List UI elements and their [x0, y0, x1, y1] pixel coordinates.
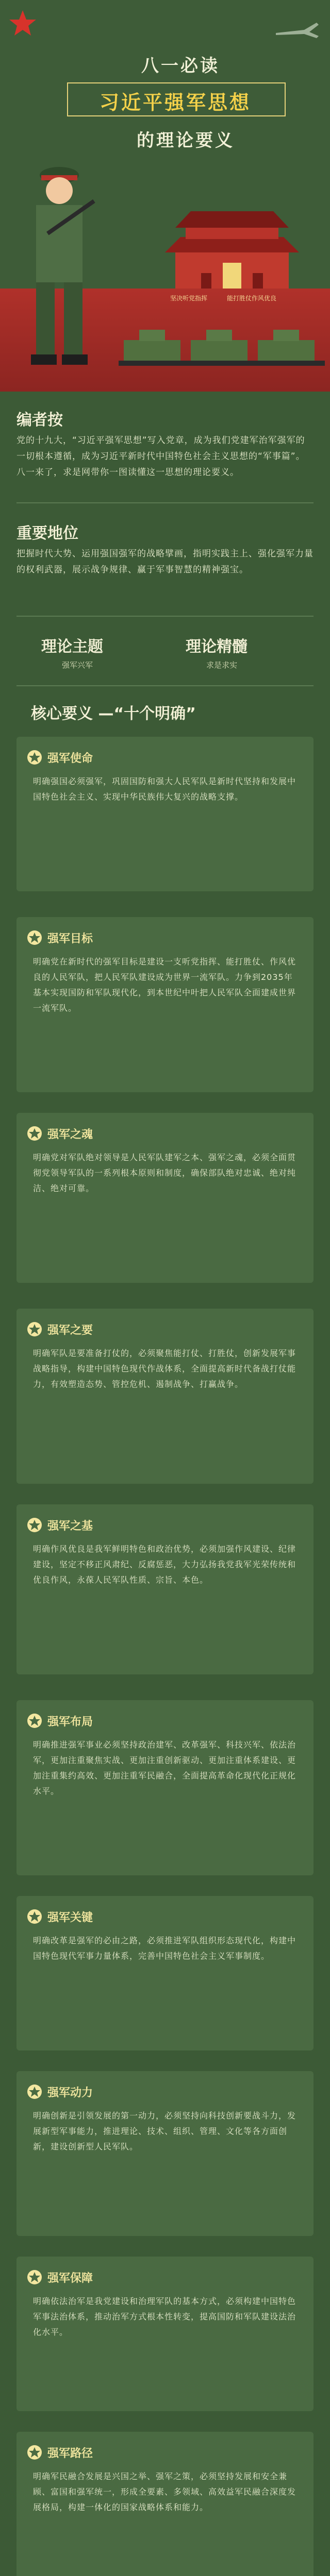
- star-badge-icon: [27, 1321, 42, 1337]
- card-header: [27, 746, 93, 769]
- card-text: 明确军民融合发展是兴国之举、强军之策，必须坚持发展和安全兼顾、富国和强军统一，形成全要素、多领域、高效益军民融合深度发展格局，构建一体化的国家战略体系和能力。: [33, 2471, 296, 2512]
- card-header: [27, 926, 93, 949]
- hero-title-line3: 的理论要义: [137, 130, 235, 151]
- star-badge-icon: [27, 930, 42, 945]
- card-text: 明确创新是引领发展的第一动力，必须坚持向科技创新要战斗力，发展新型军事能力，推进理论、技术、组织、管理、文化等各方面创新，建设创新型人民军队。: [33, 2111, 296, 2151]
- core-card: [16, 917, 314, 1092]
- star-badge-icon: [27, 2084, 42, 2099]
- card-header: [27, 2080, 93, 2103]
- essence-subtitle: 求是求实: [206, 660, 238, 670]
- divider: [16, 616, 314, 617]
- core-card: [16, 1504, 314, 1674]
- card-header: [27, 1514, 93, 1536]
- card-header: [27, 1318, 93, 1341]
- card-text: 明确依法治军是我党建设和治理军队的基本方式，必须构建中国特色军事法治体系，推动治军方式根本性转变，提高国防和军队建设法治化水平。: [33, 2296, 296, 2337]
- hero-banner: [0, 0, 330, 392]
- position-title: 重要地位: [16, 524, 78, 543]
- card-text: 明确党对军队绝对领导是人民军队建军之本、强军之魂，必须全面贯彻党领导军队的一系列根本原则和制度，确保部队绝对忠诚、绝对纯洁、绝对可靠。: [33, 1153, 296, 1193]
- star-badge-icon: [27, 1713, 42, 1728]
- card-text: 明确强国必须强军，巩固国防和强大人民军队是新时代坚持和发展中国特色社会主义、实现中华民族伟大复兴的战略支撑。: [33, 776, 296, 802]
- core-card: [16, 2432, 314, 2576]
- star-icon: [7, 8, 38, 39]
- hero-title-line1: 八一必读: [141, 56, 220, 76]
- core-card: [16, 1113, 314, 1283]
- card-text: 明确改革是强军的必由之路，必须推进军队组织形态现代化，构建中国特色现代军事力量体系，完善中国特色社会主义军事制度。: [33, 1936, 296, 1961]
- card-title: 强军关键: [47, 1911, 93, 1924]
- slogan-banner: [170, 289, 289, 309]
- star-badge-icon: [27, 1517, 42, 1533]
- card-header: [27, 1709, 93, 1732]
- card-text: 明确推进强军事业必须坚持政治建军、改革强军、科技兴军、依法治军，更加注重聚焦实战、更加注重创新驱动、更加注重体系建设、更加注重集约高效、更加注重军民融合，全面提高革命化现代化正规化水平。: [33, 1740, 296, 1796]
- intro-text: 党的十九大，“习近平强军思想”写入党章，成为我们党建军治军强军的一切根本遵循，成为习近平新时代中国特色社会主义思想的“军事篇”。八一来了，求是网带你一图读懂这一思想的理论要义。: [16, 435, 305, 478]
- star-badge-icon: [27, 2445, 42, 2460]
- core-card: [16, 1309, 314, 1484]
- divider: [16, 502, 314, 503]
- star-badge-icon: [27, 750, 42, 765]
- core-title: 核心要义 —“十个明确”: [31, 705, 196, 723]
- card-header: [27, 1905, 93, 1928]
- theme-subtitle: 强军兴军: [62, 660, 93, 670]
- card-header: [27, 1122, 93, 1145]
- card-text: 明确党在新时代的强军目标是建设一支听党指挥、能打胜仗、作风优良的人民军队，把人民军队建设成为世界一流军队。力争到2035年基本实现国防和军队现代化，到本世纪中叶把人民军队全面建成世界一流军队。: [33, 957, 296, 1013]
- hero-title-line2: 习近平强军思想: [99, 91, 251, 114]
- star-badge-icon: [27, 1126, 42, 1141]
- card-title: 强军之魂: [47, 1128, 93, 1141]
- soldier-illustration: [15, 155, 103, 371]
- core-card: [16, 2071, 314, 2236]
- divider: [16, 685, 314, 686]
- slogan-right: 能打胜仗作风优良: [227, 295, 277, 302]
- card-header: [27, 2441, 93, 2464]
- core-card: [16, 1700, 314, 1875]
- card-title: 强军布局: [47, 1715, 93, 1728]
- card-header: [27, 2266, 93, 2289]
- essence-title: 理论精髓: [186, 638, 248, 656]
- card-title: 强军路径: [47, 2447, 93, 2460]
- card-title: 强军使命: [47, 752, 93, 765]
- armored-vehicles-illustration: [119, 314, 325, 371]
- core-card: [16, 1896, 314, 2050]
- intro-title: 编者按: [16, 411, 63, 429]
- core-card: [16, 737, 314, 891]
- card-title: 强军动力: [47, 2086, 93, 2099]
- position-text: 把握时代大势、运用强国强军的战略擘画，指明实践主上、强化强军力量的权利武器，展示战争规律、赢于军事智慧的精神强宝。: [16, 549, 314, 575]
- card-title: 强军目标: [47, 932, 93, 945]
- star-badge-icon: [27, 2269, 42, 2285]
- card-title: 强军保障: [47, 2272, 93, 2285]
- card-title: 强军之基: [47, 1519, 93, 1533]
- theme-title: 理论主题: [41, 638, 103, 656]
- card-title: 强军之要: [47, 1324, 93, 1337]
- slogan-left: 坚决听党指挥: [170, 295, 208, 302]
- star-badge-icon: [27, 1909, 42, 1924]
- card-text: 明确作风优良是我军鲜明特色和政治优势，必须加强作风建设、纪律建设，坚定不移正风肃纪、反腐惩恶，大力弘扬我党我军光荣传统和优良作风，永葆人民军队性质、宗旨、本色。: [33, 1544, 296, 1585]
- core-card: [16, 2257, 314, 2411]
- card-text: 明确军队是要准备打仗的，必须聚焦能打仗、打胜仗，创新发展军事战略指导，构建中国特色现代作战体系，全面提高新时代备战打仗能力，有效塑造态势、管控危机、遏制战争、打赢战争。: [33, 1348, 296, 1389]
- jet-plane-icon: [273, 15, 320, 46]
